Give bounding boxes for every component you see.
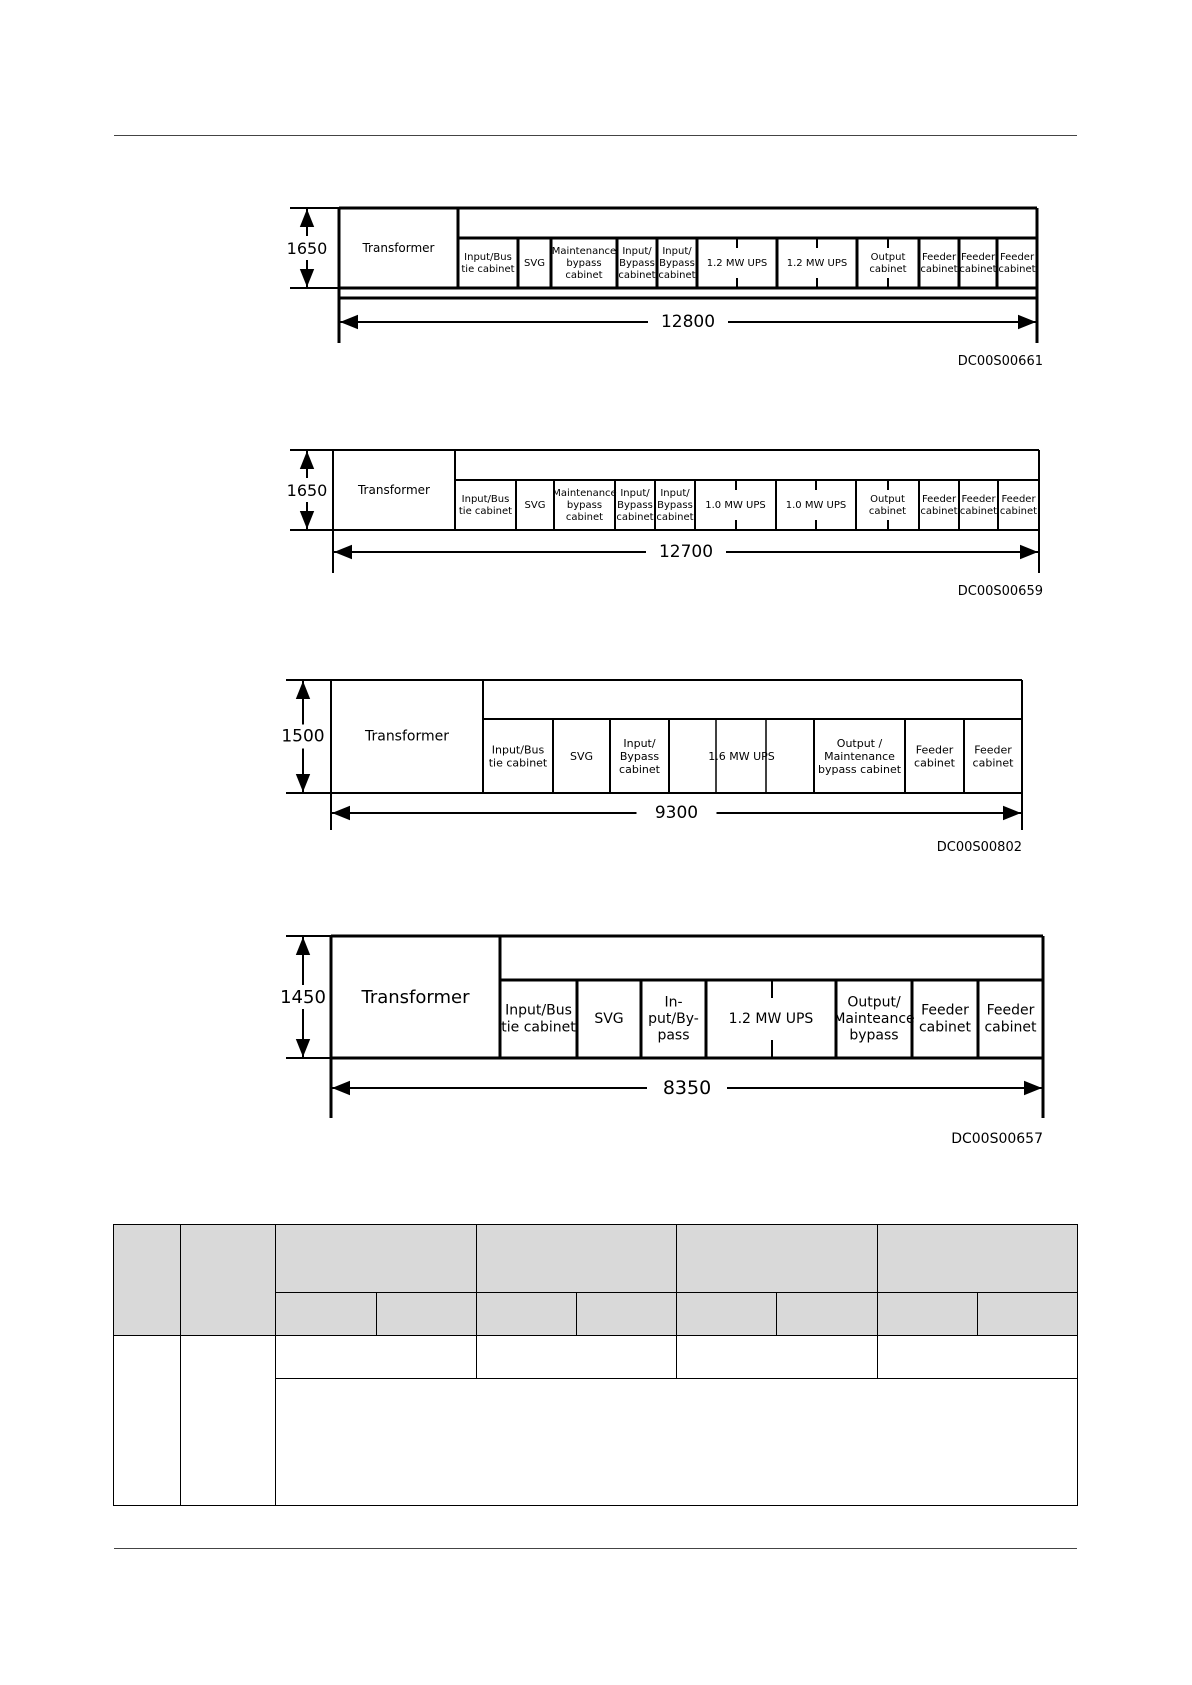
cabinet-label: Feeder cabinet: [918, 1002, 972, 1036]
cabinet-label: SVG: [569, 749, 594, 763]
diagram-2: [285, 450, 1043, 599]
cabinet-label: Input/ Bypass cabinet: [658, 245, 696, 281]
cabinet-label: Feeder cabinet: [999, 493, 1038, 517]
height-dimension: 1650: [286, 238, 328, 258]
table-subheader-cell: [276, 1293, 376, 1336]
cabinet-label: Feeder cabinet: [984, 1002, 1037, 1036]
footer-rule: [114, 1548, 1077, 1549]
width-dimension: 9300: [654, 803, 699, 823]
cabinet-label: SVG: [524, 257, 545, 269]
table-cell: [114, 1336, 181, 1506]
table-header-cell: [181, 1225, 276, 1336]
cabinet-label: Maintenance bypass cabinet: [552, 487, 617, 523]
cabinet-label: Output / Maintenance bypass cabinet: [817, 736, 902, 776]
transformer-label: Transformer: [362, 241, 435, 255]
cabinet-label: Input/ Bypass cabinet: [618, 245, 656, 281]
diagram-1: [285, 208, 1043, 369]
table-subheader-cell: [977, 1293, 1077, 1336]
table-cell: [276, 1336, 476, 1378]
cabinet-label: 1.0 MW UPS: [705, 499, 766, 511]
cabinet-label: 1.2 MW UPS: [786, 257, 848, 269]
transformer-label: Transformer: [361, 986, 470, 1008]
table-cell: [476, 1336, 676, 1378]
transformer-label: Transformer: [357, 483, 431, 497]
cabinet-label: Input/Bus tie cabinet: [488, 743, 548, 769]
table-subheader-cell: [576, 1293, 676, 1336]
table-subheader-cell: [376, 1293, 476, 1336]
height-dimension: 1650: [286, 480, 328, 500]
table-subheader-cell: [877, 1293, 977, 1336]
cabinet-label: Feeder cabinet: [972, 743, 1014, 769]
diagram-3: [281, 680, 1022, 855]
width-dimension: 8350: [662, 1077, 712, 1099]
table-cell: [677, 1336, 877, 1378]
cabinet-label: 1.0 MW UPS: [785, 499, 847, 511]
diagram-4: [280, 936, 1043, 1147]
cabinet-label: Maintenance bypass cabinet: [551, 245, 617, 281]
cabinet-label: Input/ Bypass cabinet: [656, 487, 694, 523]
cabinet-label: Input/Bus tie cabinet: [461, 251, 515, 275]
table-header-cell: [276, 1225, 476, 1293]
cabinet-label: Input/ Bypass cabinet: [616, 487, 654, 523]
cabinet-label: In-put/By-pass: [648, 994, 699, 1044]
cabinet-label: Feeder cabinet: [959, 493, 998, 517]
table-header-cell: [114, 1225, 181, 1336]
cabinet-label: Feeder cabinet: [920, 251, 958, 275]
width-dimension: 12700: [658, 542, 714, 562]
cabinet-label: 1.2 MW UPS: [706, 257, 768, 269]
table-cell: [877, 1336, 1077, 1378]
cabinet-label: Feeder cabinet: [959, 251, 997, 275]
cabinet-label: 1.2 MW UPS: [728, 1011, 814, 1027]
figure-id: DC00S00661: [957, 353, 1043, 369]
table-header-cell: [677, 1225, 877, 1293]
cabinet-label: 1.6 MW UPS: [708, 749, 775, 763]
height-dimension: 1500: [281, 726, 325, 747]
cabinet-label: SVG: [524, 499, 546, 511]
cabinet-label: SVG: [594, 1011, 624, 1027]
cabinet-label: Input/Bus tie cabinet: [501, 1002, 576, 1036]
table-subheader-cell: [677, 1293, 777, 1336]
figure-id: DC00S00802: [936, 839, 1022, 855]
cabinet-label: Input/ Bypass cabinet: [619, 736, 660, 776]
figure-id: DC00S00657: [951, 1131, 1043, 1147]
cabinet-label: Input/Bus tie cabinet: [458, 493, 513, 517]
table-header-cell: [476, 1225, 676, 1293]
width-dimension: 12800: [660, 312, 716, 332]
table-subheader-cell: [777, 1293, 877, 1336]
table-header-cell: [877, 1225, 1077, 1293]
figure-id: DC00S00659: [957, 583, 1043, 599]
cabinet-label: Output cabinet: [868, 493, 907, 517]
cabinet-label: Feeder cabinet: [998, 251, 1036, 275]
height-dimension: 1450: [280, 986, 326, 1008]
transformer-label: Transformer: [364, 728, 450, 745]
table-cell: [181, 1336, 276, 1506]
cabinet-label: Feeder cabinet: [920, 493, 958, 517]
cabinet-label: Output/ Mainteance bypass: [833, 994, 915, 1044]
spec-table: [113, 1224, 1078, 1506]
table-merged-cell: [276, 1378, 1078, 1505]
table-subheader-cell: [476, 1293, 576, 1336]
cabinet-label: Feeder cabinet: [914, 743, 955, 769]
cabinet-label: Output cabinet: [869, 251, 907, 275]
